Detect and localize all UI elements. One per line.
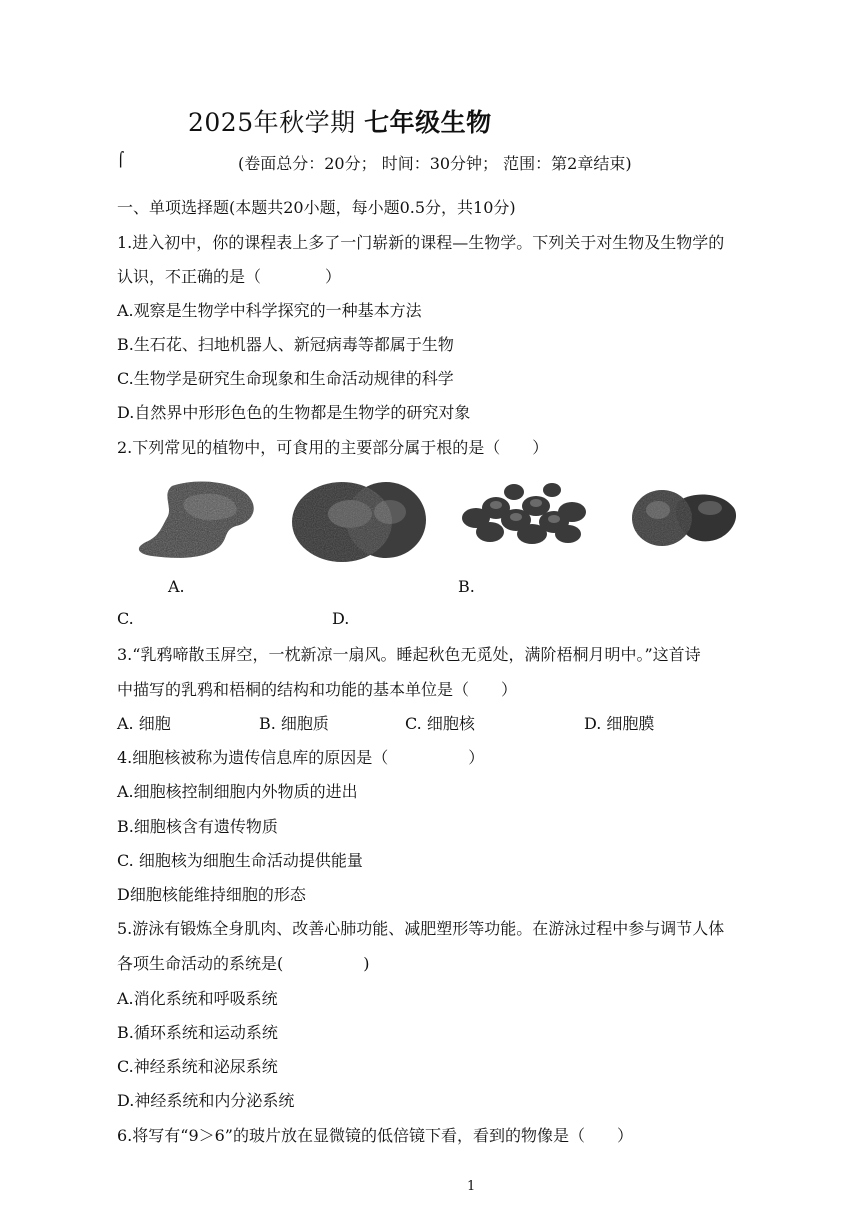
q3-option-a: A. 细胞 [117,714,171,733]
q1-option-d: D.自然界中形形色色的生物都是生物学的研究对象 [117,403,471,422]
q2-label-c: C. [117,609,134,628]
q3-stem-line1: 3.“乳鸦啼散玉屏空，一枕新凉一扇风。睡起秋色无觅处，满阶梧桐月明中。”这首诗 [117,645,701,664]
q4-option-c: C. 细胞核为细胞生命活动提供能量 [117,851,363,870]
q2-label-d: D. [332,609,350,628]
q1-option-b: B.生石花、扫地机器人、新冠病毒等都属于生物 [117,335,454,354]
q1-option-a: A.观察是生物学中科学探究的一种基本方法 [117,301,422,320]
q3-option-d: D. 细胞膜 [584,714,655,733]
plant-image-sweet-potato [132,476,270,568]
q3-option-c: C. 细胞核 [405,714,475,733]
q5-option-b: B.循环系统和运动系统 [117,1023,278,1042]
page-number: 1 [467,1179,476,1194]
q5-option-d: D.神经系统和内分泌系统 [117,1091,295,1110]
page-title [188,103,492,139]
title-subject: 七年级生物 [364,108,492,137]
q3-option-b: B. 细胞质 [259,714,329,733]
q4-option-d: D细胞核能维持细胞的形态 [117,885,306,904]
q4-stem: 4.细胞核被称为遗传信息库的原因是（ ） [117,748,485,767]
margin-mark: ⌠ [117,152,125,168]
plant-image-potato [290,474,430,566]
exam-info: (卷面总分：20分； 时间：30分钟； 范围：第2章结束) [238,154,632,173]
q6-stem: 6.将写有“9＞6”的玻片放在显微镜的低倍镜下看，看到的物像是（ ） [117,1126,633,1145]
q5-stem-line1: 5.游泳有锻炼全身肌肉、改善心肺功能、减肥塑形等功能。在游泳过程中参与调节人体 [117,919,725,938]
q5-stem-line2: 各项生命活动的系统是( ) [117,954,370,973]
q2-stem: 2.下列常见的植物中，可食用的主要部分属于根的是（ ） [117,438,549,457]
q5-option-c: C.神经系统和泌尿系统 [117,1057,278,1076]
q1-stem-line1: 1.进入初中，你的课程表上多了一门崭新的课程—生物学。下列关于对生物及生物学的 [117,233,725,252]
q3-stem-line2: 中描写的乳鸦和梧桐的结构和功能的基本单位是（ ） [117,680,518,699]
q1-option-c: C.生物学是研究生命现象和生命活动规律的科学 [117,369,454,388]
section-heading: 一、单项选择题(本题共20小题，每小题0.5分，共10分) [117,198,516,217]
q2-label-b: B. [458,577,475,596]
title-term: 2025年秋学期 [188,108,356,137]
plant-image-peanuts [456,472,594,554]
plant-image-carrot [628,486,740,552]
q5-option-a: A.消化系统和呼吸系统 [117,989,278,1008]
q2-label-a: A. [168,577,185,596]
q4-option-b: B.细胞核含有遗传物质 [117,817,278,836]
q1-stem-line2: 认识，不正确的是（ ） [117,267,342,286]
q4-option-a: A.细胞核控制细胞内外物质的进出 [117,782,358,801]
